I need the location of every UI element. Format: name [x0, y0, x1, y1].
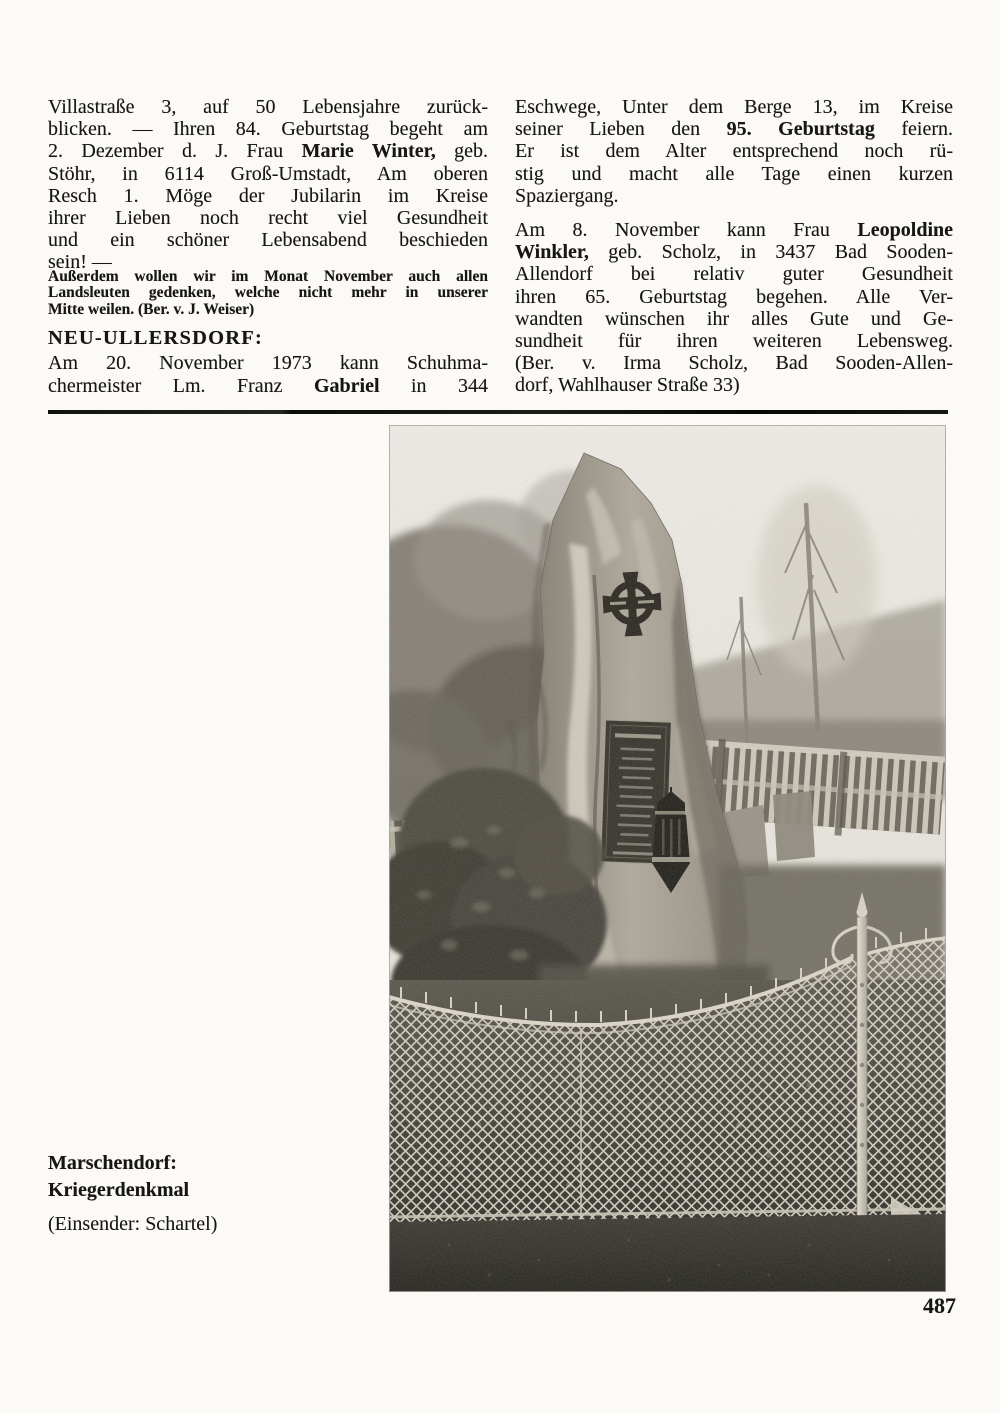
text-line: seiner Lieben den 95. Geburtstag feiern. [515, 118, 953, 141]
paragraph-body [515, 96, 953, 207]
caption-submitter: (Einsender: Schartel) [48, 1213, 218, 1235]
text-line: ihren 65. Geburtstag begehen. Alle Ver- [515, 285, 953, 308]
text-line: Am 20. November 1973 kann Schuhma- [48, 352, 488, 375]
text-line: wandten wünschen ihr alles Gute und Ge- [515, 307, 953, 330]
page-number: 487 [923, 1293, 956, 1318]
caption-subject: Kriegerdenkmal [48, 1179, 190, 1201]
text-line: (Ber. v. Irma Scholz, Bad Sooden-Allen- [515, 352, 953, 375]
text-line: Außerdem wollen wir im Monat November auch allen [48, 267, 488, 285]
text-column-right [515, 96, 953, 397]
text-line: NEU-ULLERSDORF: [48, 327, 264, 350]
paragraph-small [48, 269, 488, 319]
text-line: Spaziergang. [515, 184, 619, 207]
section-divider-rule [48, 410, 948, 414]
paragraph-body [515, 219, 953, 397]
text-line: Stöhr, in 6114 Groß-Umstadt, Am oberen [48, 162, 488, 185]
text-line: sundheit für ihren weiteren Lebensweg. [515, 330, 953, 353]
text-line: Resch 1. Möge der Jubilarin im Kreise [48, 184, 488, 207]
text-line: Villastraße 3, auf 50 Lebensjahre zurück- [48, 96, 488, 118]
text-line: Allendorf bei relativ guter Gesundheit [515, 263, 953, 286]
text-line: Winkler, geb. Scholz, in 3437 Bad Sooden- [515, 241, 953, 264]
memorial-photograph [389, 425, 946, 1292]
text-line: ihrer Lieben noch recht viel Gesundheit [48, 207, 488, 230]
text-line: Am 8. November kann Frau Leopoldine [515, 219, 953, 242]
caption-location: Marschendorf: [48, 1152, 177, 1174]
paragraph-heading [48, 326, 488, 350]
photo-caption [48, 1150, 348, 1238]
text-line: sein! — [48, 251, 112, 274]
text-line: chermeister Lm. Franz Gabriel in 344 [48, 374, 489, 397]
text-line: Eschwege, Unter dem Berge 13, im Kreise [515, 96, 953, 118]
text-line: und ein schöner Lebensabend beschieden [48, 229, 488, 252]
text-column-left [48, 96, 488, 397]
text-line: Landsleuten gedenken, welche nicht mehr in unserer [48, 284, 488, 302]
text-line: Er ist dem Alter entsprechend noch rü- [515, 140, 953, 163]
text-line: stig und macht alle Tage einen kurzen [515, 162, 953, 185]
text-line: 2. Dezember d. J. Frau Marie Winter, geb. [48, 140, 488, 163]
text-line: dorf, Wahlhauser Straße 33) [515, 374, 740, 397]
halftone-grain [389, 425, 946, 1292]
paragraph-body [48, 96, 488, 274]
text-line: blicken. — Ihren 84. Geburtstag begeht am [48, 118, 488, 141]
paragraph-body [48, 352, 488, 396]
text-line: Mitte weilen. (Ber. v. J. Weiser) [48, 300, 255, 318]
